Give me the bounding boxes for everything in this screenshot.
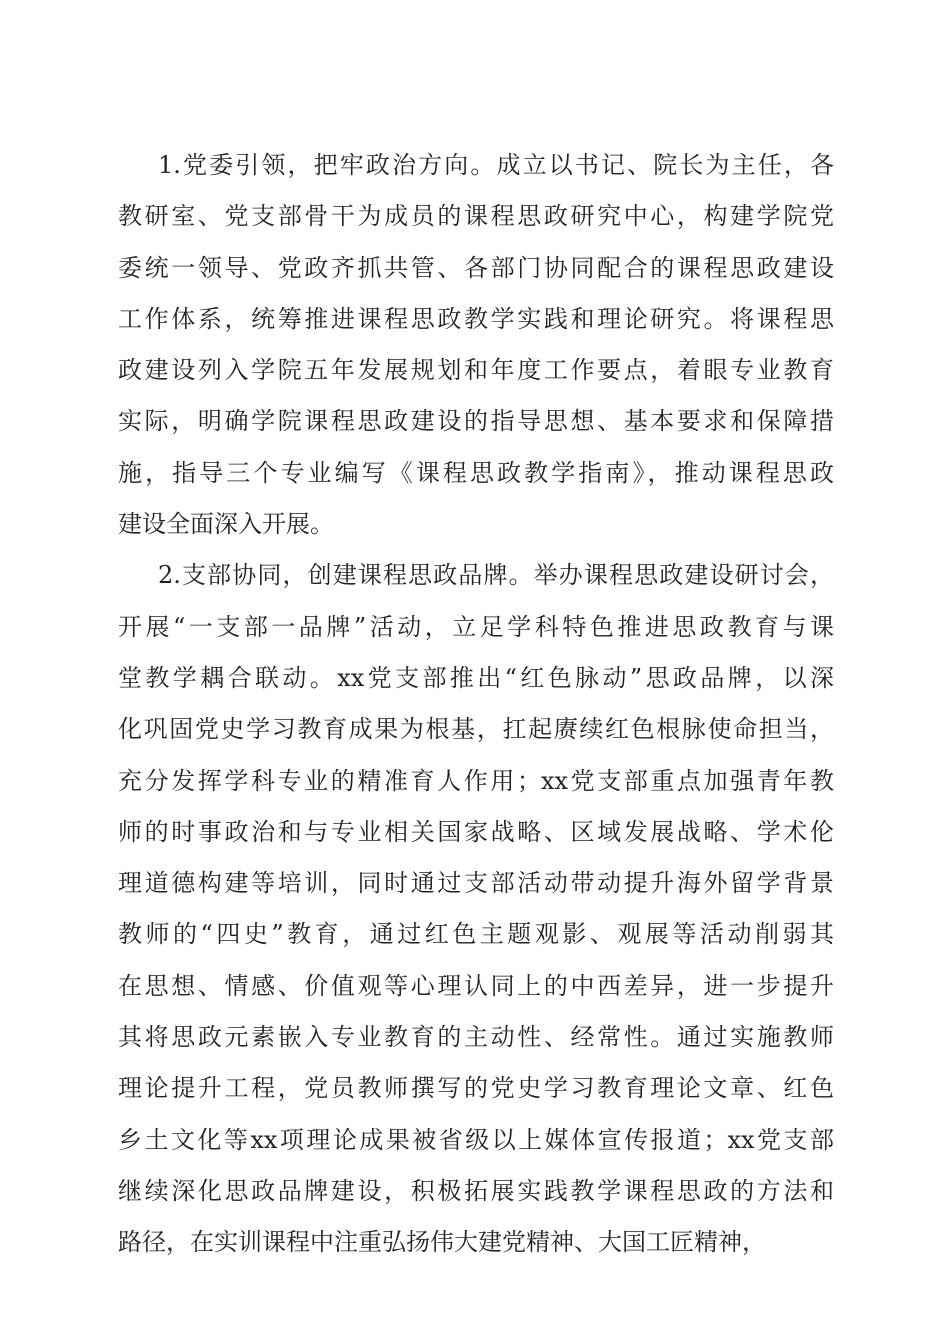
text-line: 其将思政元素嵌入专业教育的主动性、经常性。通过实施教师 [118, 1023, 834, 1052]
text-line: 师的时事政治和与专业相关国家战略、区域发展战略、学术伦 [118, 817, 834, 846]
text-line: 充分发挥学科专业的精准育人作用；xx党支部重点加强青年教 [118, 766, 834, 795]
text-line: 理道德构建等培训，同时通过支部活动带动提升海外留学背景 [118, 869, 834, 898]
text-line: 2.支部协同，创建课程思政品牌。举办课程思政建设研讨会， [158, 561, 834, 590]
text-line: 路径，在实训课程中注重弘扬伟大建党精神、大国工匠精神， [118, 1228, 766, 1257]
text-line: 1.党委引领，把牢政治方向。成立以书记、院长为主任，各 [158, 151, 834, 179]
text-line: 工作体系，统筹推进课程思政教学实践和理论研究。将课程思 [118, 304, 834, 333]
text-line: 政建设列入学院五年发展规划和年度工作要点，着眼专业教育 [118, 356, 834, 385]
text-line: 施，指导三个专业编写《课程思政教学指南》，推动课程思政 [118, 458, 834, 487]
text-line: 教研室、党支部骨干为成员的课程思政研究中心，构建学院党 [118, 202, 834, 231]
text-line: 实际，明确学院课程思政建设的指导思想、基本要求和保障措 [118, 407, 834, 436]
text-line: 教师的“四史”教育，通过红色主题观影、观展等活动削弱其 [118, 920, 834, 949]
text-line: 堂教学耦合联动。xx党支部推出“红色脉动”思政品牌，以深 [118, 663, 834, 692]
paragraph-2 [118, 550, 834, 1268]
text-line: 在思想、情感、价值观等心理认同上的中西差异，进一步提升 [118, 971, 834, 1000]
text-line: 理论提升工程，党员教师撰写的党史学习教育理论文章、红色 [118, 1074, 834, 1103]
text-line: 化巩固党史学习教育成果为根基，扛起赓续红色根脉使命担当， [118, 715, 834, 744]
text-line: 委统一领导、党政齐抓共管、各部门协同配合的课程思政建设 [118, 253, 834, 282]
paragraph-1 [118, 140, 834, 550]
document-body [118, 140, 834, 1269]
text-line: 继续深化思政品牌建设，积极拓展实践教学课程思政的方法和 [118, 1176, 834, 1205]
text-line: 开展“一支部一品牌”活动，立足学科特色推进思政教育与课 [118, 612, 834, 641]
text-line: 建设全面深入开展。 [118, 510, 334, 539]
text-line: 乡土文化等xx项理论成果被省级以上媒体宣传报道；xx党支部 [118, 1125, 834, 1154]
